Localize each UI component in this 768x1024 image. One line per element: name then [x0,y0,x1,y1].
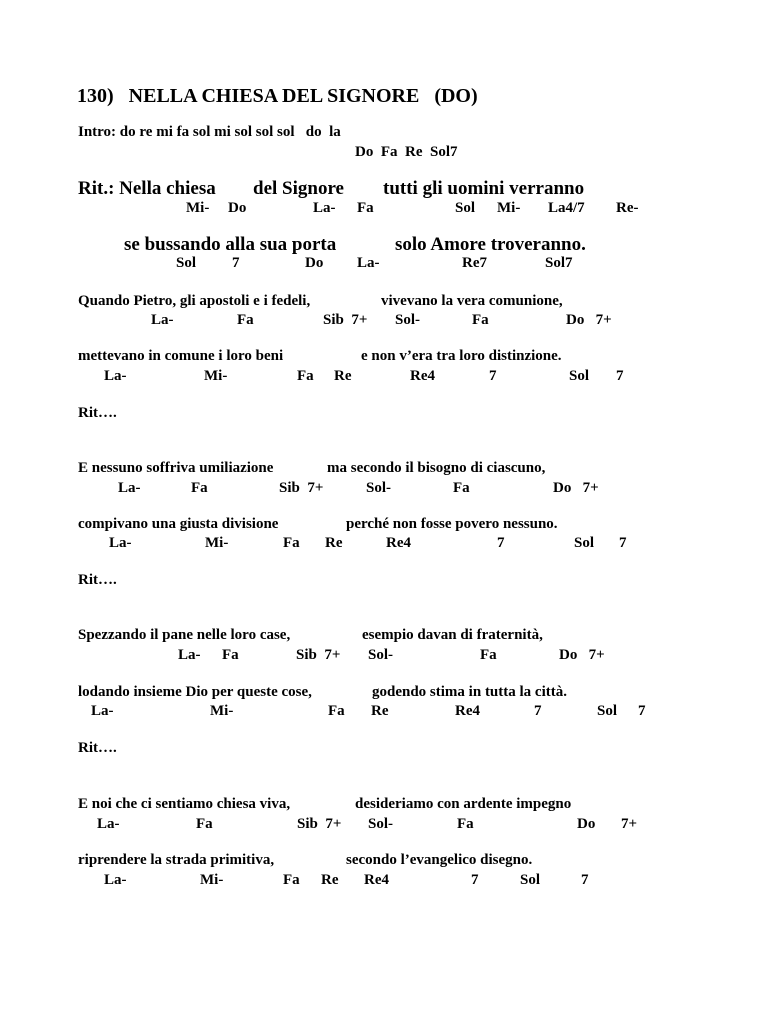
chord: La- [91,703,114,719]
verse3-line1-part2: esempio davan di fraternità, [362,627,543,643]
intro-text: Intro: do re mi fa sol mi sol sol sol do la [78,124,341,140]
chord: Sol [176,255,197,271]
verse1-line1-part1: Quando Pietro, gli apostoli e i fedeli, [78,293,311,309]
chord: Do 7+ [559,647,605,663]
intro-chords: Do Fa Re Sol7 [355,144,458,160]
chord: 7 [471,872,479,888]
chord: Fa [357,200,374,216]
chord: Sib 7+ [279,480,324,496]
chord: La- [97,816,120,832]
chord: 7 [616,368,624,384]
chord: Fa [453,480,470,496]
verse1-line2-part1: mettevano in comune i loro beni [78,348,284,364]
chord: Sib 7+ [323,312,368,328]
chord: La- [178,647,201,663]
verse4-line2-part2: secondo l’evangelico disegno. [346,852,533,868]
chord: Fa [472,312,489,328]
chord: Sol- [368,647,394,663]
refrain-marker: Rit…. [78,740,117,756]
chord: Re4 [364,872,389,888]
chord: Mi- [205,535,229,551]
refrain-line1-part3: tutti gli uomini verranno [383,178,585,199]
chord: La- [104,368,127,384]
chord: Do 7+ [553,480,599,496]
chord: 7 [489,368,497,384]
chord: Mi- [186,200,210,216]
verse2-line2-part2: perché non fosse povero nessuno. [346,516,558,532]
chord: Re [334,368,352,384]
chord: Fa [222,647,239,663]
verse2-line1-part1: E nessuno soffriva umiliazione [78,460,274,476]
chord: 7+ [621,816,638,832]
chord: Sol- [366,480,392,496]
chord: Re4 [455,703,480,719]
chord: Do [305,255,324,271]
chord: Fa [328,703,345,719]
chord: 7 [497,535,505,551]
verse2-line1-part2: ma secondo il bisogno di ciascuno, [327,460,546,476]
chord: Fa [297,368,314,384]
chord: 7 [534,703,542,719]
verse4-line1-part2: desideriamo con ardente impegno [355,796,572,812]
chord: La- [109,535,132,551]
song-title: 130) NELLA CHIESA DEL SIGNORE (DO) [77,85,478,107]
chord: 7 [619,535,627,551]
chord: Sol [597,703,618,719]
verse4-line2-part1: riprendere la strada primitiva, [78,852,275,868]
chord: Fa [283,872,300,888]
chord: Re4 [386,535,411,551]
verse1-line2-part2: e non v’era tra loro distinzione. [361,348,562,364]
refrain-line2-part2: solo Amore troveranno. [395,234,586,255]
chord: La- [104,872,127,888]
chord: Fa [480,647,497,663]
chord: Mi- [200,872,224,888]
chord: Sol [574,535,595,551]
refrain-marker: Rit…. [78,405,117,421]
chord: Sol7 [545,255,573,271]
chord: Sol [455,200,476,216]
chord: Sol- [395,312,421,328]
verse4-line1-part1: E noi che ci sentiamo chiesa viva, [78,796,291,812]
chord: La- [357,255,380,271]
chord: Sol [569,368,590,384]
refrain-marker: Rit…. [78,572,117,588]
chord: Fa [283,535,300,551]
chord: 7 [232,255,240,271]
chord: Re [321,872,339,888]
chord: Sib 7+ [296,647,341,663]
chord: Re [371,703,389,719]
verse3-line1-part1: Spezzando il pane nelle loro case, [78,627,291,643]
chord: Sol [520,872,541,888]
refrain-line2-part1: se bussando alla sua porta [124,234,337,255]
chord: Sol- [368,816,394,832]
chord: Sib 7+ [297,816,342,832]
verse2-line2-part1: compivano una giusta divisione [78,516,279,532]
chord: Fa [457,816,474,832]
chord: Re4 [410,368,435,384]
chord: La- [151,312,174,328]
chord: Fa [237,312,254,328]
chord: Mi- [204,368,228,384]
chord: Do [228,200,247,216]
chord: La- [313,200,336,216]
chord: La4/7 [548,200,585,216]
chord: Mi- [497,200,521,216]
refrain-line1-part2: del Signore [253,178,344,199]
chord: La- [118,480,141,496]
refrain-line1-part1: Rit.: Nella chiesa [78,178,216,199]
verse3-line2-part2: godendo stima in tutta la città. [372,684,567,700]
chord: 7 [638,703,646,719]
chord: Fa [191,480,208,496]
verse1-line1-part2: vivevano la vera comunione, [381,293,563,309]
chord: Do 7+ [566,312,612,328]
chord: Mi- [210,703,234,719]
chord: Do [577,816,596,832]
chord: 7 [581,872,589,888]
verse3-line2-part1: lodando insieme Dio per queste cose, [78,684,312,700]
chord: Fa [196,816,213,832]
chord: Re7 [462,255,487,271]
chord: Re [325,535,343,551]
chord: Re- [616,200,639,216]
